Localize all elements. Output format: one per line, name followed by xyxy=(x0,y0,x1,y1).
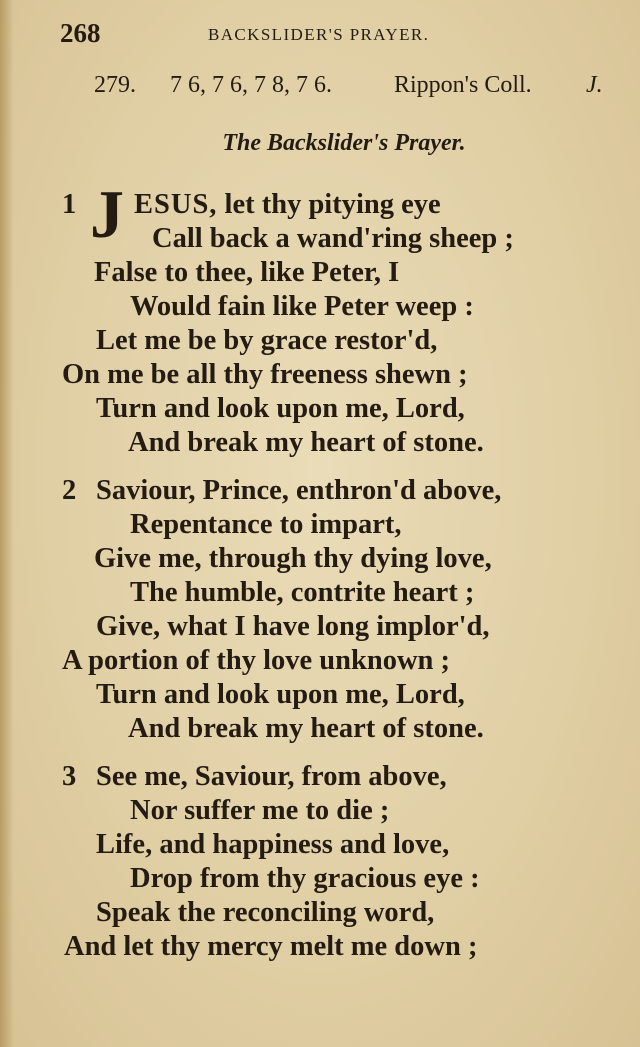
verse-line: Would fain like Peter weep : xyxy=(130,291,474,322)
verse-line: See me, Saviour, from above, xyxy=(96,761,447,792)
verse-line: Give, what I have long implor'd, xyxy=(96,611,490,642)
stanza-number: 1 xyxy=(62,189,77,220)
verse-line: Turn and look upon me, Lord, xyxy=(96,679,465,710)
verse-line: Turn and look upon me, Lord, xyxy=(96,393,465,424)
verse-line: And break my heart of stone. xyxy=(128,427,484,458)
verse-line: Speak the reconciling word, xyxy=(96,897,435,928)
hymn-number: 279. xyxy=(94,72,136,98)
verse-line: The humble, contrite heart ; xyxy=(130,577,475,608)
running-head: BACKSLIDER'S PRAYER. xyxy=(208,25,430,44)
verse-line: Call back a wand'ring sheep ; xyxy=(152,223,514,254)
page-header xyxy=(0,18,640,52)
hymn-author-initial: J. xyxy=(586,72,603,98)
page-number: 268 xyxy=(60,18,101,48)
verse-line: A portion of thy love unknown ; xyxy=(62,645,450,676)
verse-line: On me be all thy freeness shewn ; xyxy=(62,359,468,390)
page-edge-shadow xyxy=(0,0,14,1047)
verse-line: Drop from thy gracious eye : xyxy=(130,863,480,894)
verse-line-text: let thy pitying eye xyxy=(217,189,441,220)
verse-line: Repentance to impart, xyxy=(130,509,402,540)
hymn-meter: 7 6, 7 6, 7 8, 7 6. xyxy=(170,72,332,98)
verse-line: Let me be by grace restor'd, xyxy=(96,325,438,356)
verse-line xyxy=(134,188,441,222)
stanza-number: 2 xyxy=(62,475,77,506)
verse-opener: ESUS, xyxy=(134,189,218,220)
hymn-title: The Backslider's Prayer. xyxy=(222,130,466,156)
stanza-number: 3 xyxy=(62,761,77,792)
verse-line: Life, and happiness and love, xyxy=(96,829,450,860)
hymn-source: Rippon's Coll. xyxy=(394,72,532,98)
hymn-meta-line xyxy=(0,72,640,106)
verse-line: And break my heart of stone. xyxy=(128,713,484,744)
verse-line: Give me, through thy dying love, xyxy=(94,543,492,574)
verse-line: False to thee, like Peter, I xyxy=(94,257,400,288)
verse-line: And let thy mercy melt me down ; xyxy=(64,931,478,962)
verse-line: Saviour, Prince, enthron'd above, xyxy=(96,475,502,506)
drop-cap: J xyxy=(90,176,124,252)
verse-line: Nor suffer me to die ; xyxy=(130,795,390,826)
